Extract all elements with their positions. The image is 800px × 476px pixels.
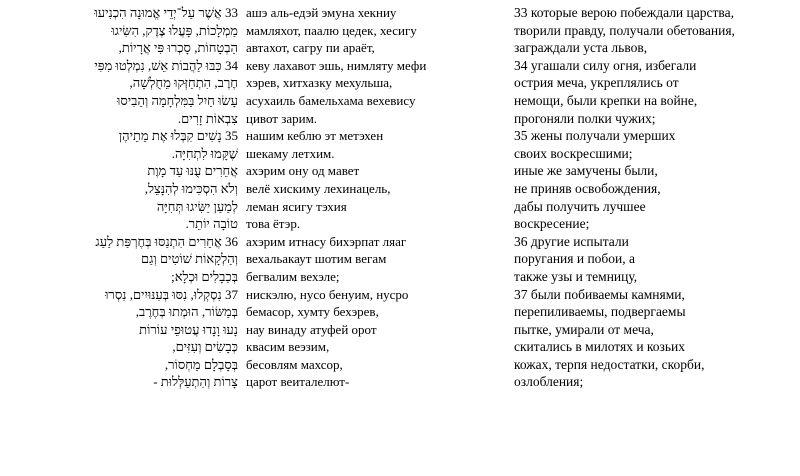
hebrew-line: צָרוֹת וְהִתְעַלְּלוּת -: [153, 374, 238, 390]
russian-line: дабы получить лучшее: [514, 198, 646, 214]
russian-line: острия меча, укреплялись от: [514, 75, 679, 91]
russian-line: немощи, были крепки на войне,: [514, 92, 698, 108]
hebrew-line: צִבְאוֹת זָרִים.: [177, 110, 238, 126]
russian-line: заграждали уста львов,: [514, 40, 648, 56]
hebrew-line: בְּכַבָלִים וּכְלָא;: [171, 268, 238, 284]
transliteration-line: ашэ аль-едэй эмуна хекниу: [246, 5, 397, 20]
russian-line: перепиливаемы, подвергаемы: [514, 304, 686, 320]
transliteration-line: бемасор, хумту бехэрев,: [246, 304, 379, 320]
transliteration-line: нау винаду атуфей орот: [246, 321, 377, 337]
hebrew-line: בְּמַשּׂוֹר, הוּמְתוּ בְּחֶרֶב,: [135, 304, 238, 320]
hebrew-line: 36 אֲחֵרִים הִתְנַסּוּ בְּחֶרְפַּת לַעַג: [95, 233, 238, 249]
transliteration-line: квасим веэзим,: [246, 339, 330, 355]
hebrew-line: חֶרֶב, הִתְחַזְּקוּ מֵחֻלְשָׁה,: [129, 75, 238, 91]
russian-line: пытке, умирали от меча,: [514, 321, 654, 337]
russian-line: также узы и темницу,: [514, 268, 638, 284]
russian-line: 33 которые верою побеждали царства,: [514, 5, 734, 20]
transliteration-line: цивот зарим.: [246, 110, 318, 126]
russian-line: 35 жены получали умерших: [514, 128, 676, 144]
transliteration-line: това ётэр.: [246, 216, 301, 232]
transliteration-line: автахот, сагру пи араёт,: [246, 40, 375, 56]
hebrew-line: 33 אֲשֶׁר עַל־יְדֵי אֱמוּנָה הִכְנִיעוּ: [94, 5, 238, 20]
hebrew-line: בְּסָבְלָם מַחְסוֹר,: [164, 356, 238, 372]
hebrew-line: מַמְלָכוֹת, פָּעֲלוּ צֶדֶק, הִשִּׂיגוּ: [111, 22, 238, 38]
russian-line: поругания и побои, а: [514, 251, 636, 267]
transliteration-line: мамляхот, паалю цедек, хесигу: [246, 22, 417, 38]
russian-line: 34 угашали силу огня, избегали: [514, 57, 697, 73]
russian-line: иные же замучены были,: [514, 163, 658, 179]
transliteration-line: бегвалим вехэле;: [246, 268, 340, 284]
hebrew-line: עָשׂוּ חַיִל בַּמִּלְחָמָה וְהֵבִיסוּ: [117, 92, 238, 108]
transliteration-line: царот веиталелют-: [246, 374, 350, 390]
russian-line: 37 были побиваемы камнями,: [514, 286, 685, 302]
russian-column: [514, 4, 794, 391]
russian-line: не приняв освобождения,: [514, 180, 661, 196]
transliteration-line: ахэрим ону од мавет: [246, 163, 360, 179]
transliteration-line: ахэрим итнасу бихэрпат ляаг: [246, 233, 407, 249]
transliteration-line: велё хискиму лехинацель,: [246, 180, 391, 196]
transliteration-line: асухаиль бамельхама вехевису: [246, 92, 416, 108]
russian-line: прогоняли полки чужих;: [514, 110, 656, 126]
transliteration-line: шекаму летхим.: [246, 145, 335, 161]
transliteration-line: леман ясигу тэхия: [246, 198, 347, 214]
hebrew-line: 34 כִּבּוּ לַהֲבוֹת אֵשׁ, נִמְלְטוּ מִפִּי: [94, 57, 238, 73]
transliteration-line: нискэлю, нусо бенуим, нусро: [246, 286, 409, 302]
transliteration-line: нашим кеблю эт метэхен: [246, 128, 384, 144]
transliteration-column: [246, 4, 504, 391]
hebrew-line: 37 נִסְקְלוּ, נִסּוּ בְּעִנּוּיִים, נִסְרוּ: [105, 286, 238, 302]
hebrew-column: [60, 4, 238, 391]
hebrew-line: אֲחֵרִים עֻנּוּ עַד מָוֶת: [147, 163, 238, 179]
russian-line: скитались в милотях и козьих: [514, 339, 686, 355]
hebrew-line: שֶׁקָּמוּ לִתְחִיָּה.: [171, 145, 238, 161]
hebrew-line: וְהַלְקָאוֹת שׁוֹטִים וְגַם: [140, 251, 238, 267]
hebrew-line: נָעוּ וָנָדוּ עֲטוּפֵי עוֹרוֹת: [139, 321, 238, 337]
transliteration-line: бесовлям махсор,: [246, 356, 343, 372]
hebrew-line: וְלֹא הִסְכִּימוּ לְהִנָּצֵל,: [144, 180, 238, 196]
hebrew-line: הַבְטָחוֹת, סָכְרוּ פִּי אֲרָיוֹת,: [118, 40, 238, 56]
transliteration-line: кеву лахавот эшь, нимляту мефи: [246, 57, 427, 73]
russian-line: 36 другие испытали: [514, 233, 629, 249]
russian-line: воскресение;: [514, 216, 590, 232]
hebrew-line: לְמַעַן יַשִּׂיגוּ תְּחִיָּה: [156, 198, 238, 214]
hebrew-line: טוֹבָה יוֹתֵר.: [185, 216, 238, 232]
russian-line: озлобления;: [514, 374, 584, 390]
russian-line: своих воскресшими;: [514, 145, 633, 161]
hebrew-line: 35 נָשִׁים קִבְּלוּ אֶת מֵתֵיהֶן: [118, 128, 238, 144]
hebrew-line: כְּבָשִׂים וְעִזִּים,: [172, 339, 238, 355]
transliteration-line: хэрев, хитхазку мехульша,: [246, 75, 393, 91]
russian-line: кожах, терпя недостатки, скорби,: [514, 356, 705, 372]
transliteration-line: вехальакаут шотим вегам: [246, 251, 387, 267]
russian-line: творили правду, получали обетования,: [514, 22, 735, 38]
